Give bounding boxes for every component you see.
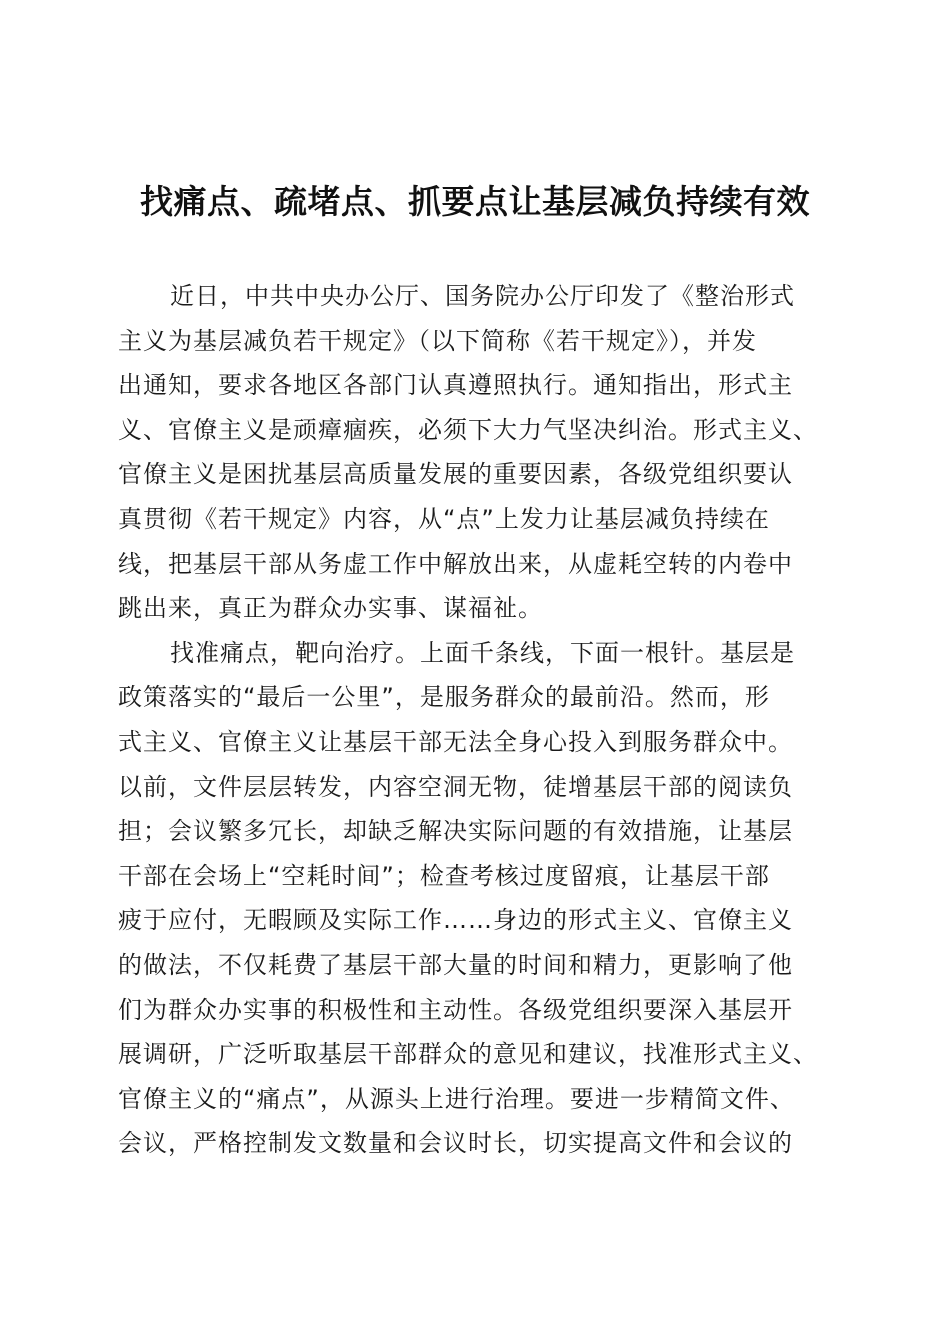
paragraph-line: 式主义、官僚主义让基层干部无法全身心投入到服务群众中。 (118, 727, 793, 756)
paragraph-line: 线，把基层干部从务虚工作中解放出来，从虚耗空转的内卷中 (118, 549, 793, 578)
paragraph-line: 的做法，不仅耗费了基层干部大量的时间和精力，更影响了他 (118, 950, 793, 979)
paragraph-line: 义、官僚主义是顽瘴痼疾，必须下大力气坚决纠治。形式主义、 (118, 415, 818, 444)
paragraph-line: 担；会议繁多冗长，却缺乏解决实际问题的有效措施，让基层 (118, 817, 793, 846)
paragraph-line: 出通知，要求各地区各部门认真遵照执行。通知指出，形式主 (118, 371, 793, 400)
paragraph-2 (118, 631, 838, 1166)
paragraph-line: 主义为基层减负若干规定》（以下简称《若干规定》），并发 (118, 326, 757, 355)
paragraph-line: 官僚主义的“痛点”，从源头上进行治理。要进一步精简文件、 (118, 1084, 795, 1113)
paragraph-line: 真贯彻《若干规定》内容，从“点”上发力让基层减负持续在 (118, 504, 770, 533)
paragraph-line: 们为群众办实事的积极性和主动性。各级党组织要深入基层开 (118, 995, 793, 1024)
paragraph-1 (118, 274, 838, 631)
paragraph-line: 以前，文件层层转发，内容空洞无物，徒增基层干部的阅读负 (118, 772, 793, 801)
paragraph-line: 官僚主义是困扰基层高质量发展的重要因素，各级党组织要认 (118, 460, 793, 489)
document-title: 找痛点、疏堵点、抓要点让基层减负持续有效 (140, 182, 810, 221)
paragraph-line: 政策落实的“最后一公里”，是服务群众的最前沿。然而，形 (118, 683, 770, 712)
document-body (118, 274, 838, 1166)
paragraph-line: 会议，严格控制发文数量和会议时长，切实提高文件和会议的 (118, 1129, 793, 1158)
paragraph-line: 展调研，广泛听取基层干部群众的意见和建议，找准形式主义、 (118, 1040, 818, 1069)
paragraph-line: 干部在会场上“空耗时间”；检查考核过度留痕，让基层干部 (118, 861, 770, 890)
paragraph-line: 跳出来，真正为群众办实事、谋福祉。 (118, 594, 543, 623)
paragraph-line: 近日，中共中央办公厅、国务院办公厅印发了《整治形式 (170, 282, 795, 310)
paragraph-line: 找准痛点，靶向治疗。上面千条线，下面一根针。基层是 (170, 638, 795, 667)
paragraph-line: 疲于应付，无暇顾及实际工作……身边的形式主义、官僚主义 (118, 906, 793, 935)
